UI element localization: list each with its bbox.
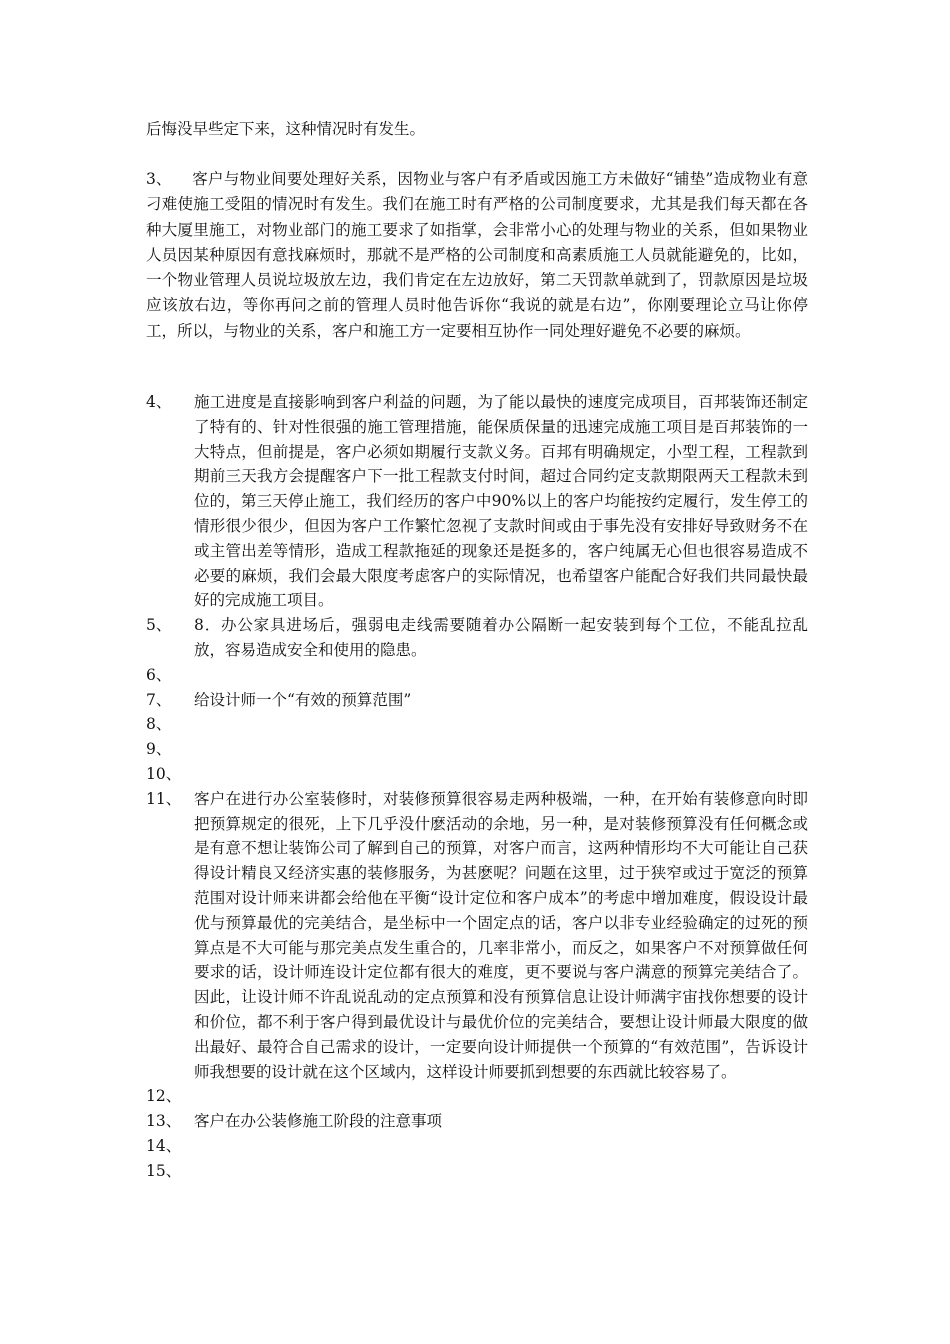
list-item-text — [194, 762, 808, 787]
list-item-15 — [146, 1159, 808, 1184]
list-item-text: 给设计师一个“有效的预算范围” — [194, 690, 412, 709]
list-item-7 — [146, 688, 808, 713]
list-item-text: 客户在办公装修施工阶段的注意事项 — [194, 1112, 443, 1131]
list-item-number: 4、 — [146, 393, 172, 411]
list-item-number: 7、 — [146, 690, 172, 709]
list-item-number: 15、 — [146, 1161, 182, 1180]
list-item-number: 12、 — [146, 1087, 182, 1106]
paragraph-text: 客户与物业间要处理好关系，因物业与客户有矛盾或因施工方未做好“铺垫”造成物业有意刁难使施工受阻的情况时有发生。我们在施工时有严格的公司制度要求，尤其是我们每天都在各种大厦里施工，对物业部门的施工要求了如指掌，会非常小心的处理与物业的关系，但如果物业人员因某种原因有意找麻烦时，那就不是严格的公司制度和高素质施工人员就能避免的，比如，一个物业管理人员说垃圾放左边，我们肯定在左边放好，第二天罚款单就到了，罚款原因是垃圾应该放右边，等你再问之前的管理人员时他告诉你“我说的就是右边”，你刚要理论立马让你停工，所以，与物业的关系，客户和施工方一定要相互协作一同处理好避免不必要的麻烦。 — [146, 170, 808, 340]
list-item-number: 5、 — [146, 616, 172, 635]
list-item-text — [194, 737, 808, 762]
list-item-9 — [146, 737, 808, 762]
lead-line: 后悔没早些定下来，这种情况时有发生。 — [146, 120, 426, 138]
list-item-text — [194, 1084, 808, 1109]
list-item-number: 14、 — [146, 1136, 182, 1155]
list-item-text — [194, 1159, 808, 1184]
list-item-11 — [146, 787, 808, 1085]
list-item-8 — [146, 712, 808, 737]
paragraph-number: 3、 — [146, 170, 172, 188]
list-item-12 — [146, 1084, 808, 1109]
list-item-5 — [146, 613, 808, 663]
list-item-text: 施工进度是直接影响到客户利益的问题，为了能以最快的速度完成项目，百邦装饰还制定了特有的、针对性很强的施工管理措施，能保质保量的迅速完成施工项目是百邦装饰的一大特点，但前提是，客户必须如期履行支款义务。百邦有明确规定，小型工程，工程款到期前三天我方会提醒客户下一批工程款支付时间，超过合同约定支款期限两天工程款未到位的，第三天停止施工，我们经历的客户中90%以上的客户均能按约定履行，发生停工的情形很少很少，但因为客户工作繁忙忽视了支款时间或由于事先没有安排好导致财务不在或主管出差等情形，造成工程款拖延的现象还是挺多的，客户纯属无心但也很容易造成不必要的麻烦，我们会最大限度考虑客户的实际情况，也希望客户能配合好我们共同最快最好的完成施工项目。 — [194, 393, 808, 610]
list-item-text — [194, 712, 808, 737]
list-item-number: 6、 — [146, 665, 172, 684]
list-item-6 — [146, 663, 808, 688]
list-item-13 — [146, 1109, 808, 1134]
list-item-number: 9、 — [146, 740, 172, 759]
list-item-10 — [146, 762, 808, 787]
list-item-text — [194, 663, 808, 688]
list-item-number: 10、 — [146, 764, 182, 783]
list-item-4 — [146, 390, 808, 613]
numbered-list — [146, 390, 808, 1184]
list-item-text: 客户在进行办公室装修时，对装修预算很容易走两种极端，一种，在开始有装修意向时即把预算规定的很死，上下几乎没什麽活动的余地，另一种，是对装修预算没有任何概念或是有意不想让装饰公司了解到自己的预算，对客户而言，这两种情形均不大可能让自己获得设计精良又经济实惠的装修服务，为甚麽呢？问题在这里，过于狭窄或过于宽泛的预算范围对设计师来讲都会给他在平衡“设计定位和客户成本”的考虑中增加难度，假设设计最优与预算最优的完美结合，是坐标中一个固定点的话，客户以非专业经验确定的过死的预算点是不大可能与那完美点发生重合的，几率非常小，而反之，如果客户不对预算做任何要求的话，设计师连设计定位都有很大的难度，更不要说与客户满意的预算完美结合了。因此，让设计师不许乱说乱动的定点预算和没有预算信息让设计师满宇宙找你想要的设计和价位，都不利于客户得到最优设计与最优价位的完美结合，要想让设计师最大限度的做出最好、最符合自己需求的设计，一定要向设计师提供一个预算的“有效范围”，告诉设计师我想要的设计就在这个区域内，这样设计师要抓到想要的东西就比较容易了。 — [194, 789, 808, 1081]
list-item-number: 11、 — [146, 789, 182, 808]
list-item-number: 13、 — [146, 1112, 182, 1131]
list-item-number: 8、 — [146, 715, 172, 734]
paragraph-3 — [146, 167, 808, 344]
list-item-14 — [146, 1134, 808, 1159]
list-item-text: 8．办公家具进场后，强弱电走线需要随着办公隔断一起安装到每个工位，不能乱拉乱放，容易造成安全和使用的隐患。 — [194, 616, 808, 659]
list-item-text — [194, 1134, 808, 1159]
